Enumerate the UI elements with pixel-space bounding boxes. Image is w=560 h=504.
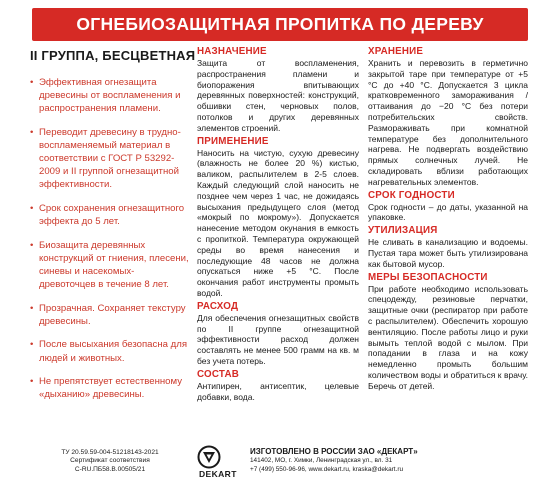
feature-item: • После высыхания безопасна для людей и животных. [30, 338, 190, 364]
feature-item: • Прозрачная. Сохраняет текстуру древесины. [30, 302, 190, 328]
title-banner [32, 8, 528, 41]
section-heading-storage: ХРАНЕНИЕ [368, 46, 424, 57]
page-title: ОГНЕБИОЗАЩИТНАЯ ПРОПИТКА ПО ДЕРЕВУ [76, 14, 484, 34]
section-text-storage: Хранить и перевозить в герметично закрытой таре при температуре от +5 °С до +40 °С. Допускается 3 цикла кратковременного замораживания / оттаивания до −20 °С без потери потребительских свойств. Размораживать при комнатной температуре без дополнительного нагрева. Не подвергать воздействию прямых солнечных лучей. Не складировать вблизи работающих нагревательных элементов. [368, 58, 528, 187]
middle-column [197, 46, 359, 404]
section-heading-application: ПРИМЕНЕНИЕ [197, 135, 269, 147]
section-text-disposal: Не сливать в канализацию и водоемы. Пустая тара может быть утилизирована как бытовой мусор. [368, 237, 528, 269]
feature-list [30, 76, 190, 412]
section-heading-safety: МЕРЫ БЕЗОПАСНОСТИ [368, 271, 488, 283]
section-heading-shelf-life: СРОК ГОДНОСТИ [368, 189, 455, 201]
certificate-number: С-RU.ПБ58.В.00505/21 [74, 465, 146, 473]
spec-number: ТУ 20.59.59-004-51218143-2021 [61, 449, 159, 456]
section-heading-consumption: РАСХОД [197, 300, 239, 312]
section-text-consumption: Для обеспечения огнезащитных свойств по II группе огнезащитной эффективности расход должен составлять не менее 500 грамм на кв. м без учета потерь. [197, 312, 359, 366]
group-title: II ГРУППА, БЕСЦВЕТНАЯ [30, 48, 196, 63]
brand-name: DEKART [199, 469, 237, 479]
feature-item: • Срок сохранения огнезащитного эффекта до 5 лет. [30, 202, 190, 228]
feature-item: • Переводит древесину в трудно-воспламеняемый материал в соответствии с ГОСТ Р 53292-2009 и II группой огнезащитной эффективности. [30, 126, 190, 191]
feature-item: • Биозащита деревянных конструкций от гниения, плесени, синевы и насекомых-древоточцев в течение 8 лет. [30, 239, 190, 291]
section-heading-purpose: НАЗНАЧЕНИЕ [197, 46, 267, 57]
section-heading-composition: СОСТАВ [197, 368, 239, 380]
section-text-purpose: Защита от воспламенения, распространения пламени и биопоражения впитывающих деревянных поверхностей: конструкций, обшивки стен, черновых полов, потолков и других деревянных элементов строений. [197, 58, 359, 133]
manufacturer-name: ИЗГОТОВЛЕНО В РОССИИ ЗАО «ДЕКАРТ» [250, 447, 418, 456]
section-text-shelf-life: Срок годности – до даты, указанной на упаковке. [368, 201, 528, 223]
feature-item: • Не препятствует естественному «дыханию» древесины. [30, 375, 190, 401]
section-heading-disposal: УТИЛИЗАЦИЯ [368, 225, 438, 237]
certificate-info [30, 449, 190, 474]
dekart-logo-icon [197, 445, 221, 469]
section-text-composition: Антипирен, антисептик, целевые добавки, вода. [197, 380, 359, 402]
right-column [368, 46, 528, 394]
feature-item: • Эффективная огнезащита древесины от воспламенения и распространения пламени. [30, 76, 190, 115]
certificate-label: Сертификат соответствия [70, 457, 150, 465]
brand-logo [197, 445, 247, 479]
manufacturer-address: 141402, МО, г. Химки, Ленинградская ул., вл. 31 [250, 457, 393, 464]
manufacturer-contacts: +7 (499) 550-96-96, www.dekart.ru, kraska@dekart.ru [250, 465, 404, 473]
manufacturer-info [250, 446, 480, 474]
section-text-safety: При работе необходимо использовать спецодежду, резиновые перчатки, защитные очки (респиратор при работе с распылителем). Обеспечить хорошую вентиляцию. После работы лицо и руки вымыть теплой водой с мылом. При попадании в глаза и на кожу немедленно промыть большим количеством воды и обратиться к врачу. Беречь от детей. [368, 283, 528, 391]
section-text-application: Наносить на чистую, сухую древесину (влажность не более 20 %) кистью, валиком, распылителем в 2-5 слоев. Каждый следующий слой наносить не позднее чем через 1 час, не дожидаясь высыхания предыдущего слоя (метод «мокрый по мокрому»). Допускается нанесение методом окунания в емкость с пропиткой. Температура окружающей среды во время нанесения и последующие 48 часов не должна опускаться ниже +5 °С. После окончания работ инструменты промыть водой. [197, 147, 359, 298]
